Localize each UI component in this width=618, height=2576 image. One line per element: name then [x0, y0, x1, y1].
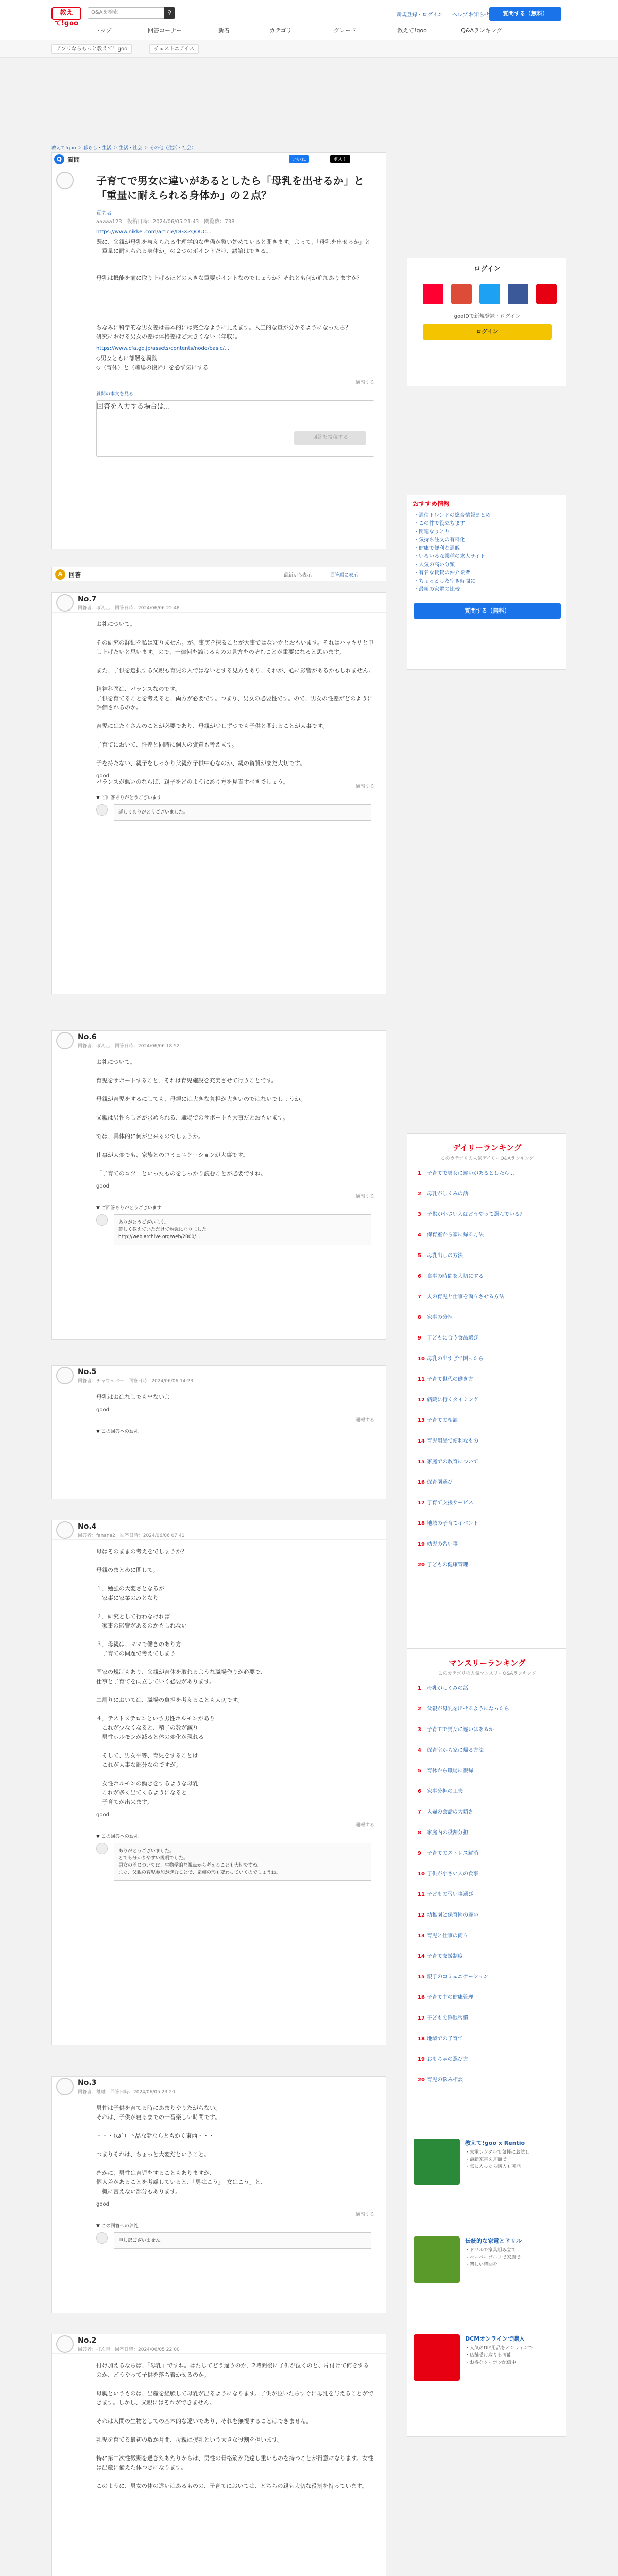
ad-image[interactable]	[414, 2334, 460, 2381]
ranking-number: 3	[418, 1212, 421, 1217]
reply-input[interactable]: 回答を入力する場合は...	[96, 400, 374, 457]
ranking-item[interactable]	[418, 1912, 557, 1919]
answerer-avatar[interactable]	[56, 1367, 74, 1384]
ranking-item[interactable]	[418, 2056, 557, 2063]
ranking-title: 保育室から家に帰る方法	[427, 1748, 484, 1753]
good-button[interactable]: good	[96, 1183, 109, 1189]
question-link[interactable]: https://www.nikkei.com/article/DGXZQOUC...	[96, 229, 212, 235]
ranking-item[interactable]	[418, 1273, 557, 1280]
thanks-label: ▼ ご回答ありがとうございます	[96, 1206, 162, 1211]
monthly-ranking-subtitle: このカテゴリの人気マンスリーQ&Aランキング	[438, 1671, 537, 1676]
good-button[interactable]: good	[96, 1812, 109, 1818]
questioner-name[interactable]: 質問者	[96, 211, 112, 216]
recommend-item[interactable]: ・この件で役立ちます	[414, 521, 465, 527]
question-header	[52, 153, 387, 165]
login-title: ログイン	[474, 265, 501, 273]
recommend-item[interactable]: ・人気の高い分類	[414, 562, 455, 568]
thanks-message: 申し訳ございません。	[114, 2232, 371, 2249]
answer-number: No.2	[78, 2336, 97, 2345]
ranking-number: 11	[418, 1892, 425, 1897]
ad-title[interactable]: 教えて!goo x Rentio	[465, 2140, 525, 2146]
ranking-item[interactable]	[418, 1397, 557, 1404]
good-button[interactable]: good	[96, 1407, 109, 1413]
ad-title[interactable]: 伝統的な家電とドリル	[465, 2238, 522, 2244]
answer-meta: 回答者：fanana2 回答日時：2024/06/06 07:41	[78, 1533, 185, 1538]
answer-header	[52, 593, 387, 613]
question-link-2[interactable]: https://www.cfa.go.jp/assets/contents/node/basic/...	[96, 346, 230, 351]
ranking-number: 9	[418, 1851, 421, 1856]
ranking-item[interactable]	[418, 2077, 557, 2084]
recommend-title: おすすめ情報	[413, 500, 450, 507]
ranking-item[interactable]	[418, 1871, 557, 1878]
daily-ranking-subtitle: このカテゴリの人気デイリーQ&Aランキング	[440, 1156, 534, 1161]
ad-image[interactable]	[414, 2236, 460, 2283]
ranking-item[interactable]	[418, 2036, 557, 2043]
like-button[interactable]: いいね	[289, 155, 309, 163]
ranking-item[interactable]	[418, 1314, 557, 1321]
ranking-number: 10	[418, 1871, 425, 1877]
question-original-link[interactable]: 質問の本文を見る	[96, 392, 134, 397]
ranking-title: 子育て支援制度	[427, 1954, 463, 1959]
ranking-title: 母乳がしくみの話	[427, 1191, 468, 1197]
ranking-number: 7	[418, 1809, 421, 1815]
report-link[interactable]: 通報する	[356, 2212, 375, 2217]
ad-text: ・人気のDIY用品をオンラインで ・店舗受け取りも可能 ・お得なクーポン配信中	[465, 2346, 533, 2365]
facebook-icon[interactable]	[508, 284, 528, 304]
sort-new[interactable]: 最新から表示	[284, 573, 312, 578]
ranking-title: 食事の時間を大切にする	[427, 1274, 484, 1279]
ranking-title: 幼稚園と保育園の違い	[427, 1912, 478, 1918]
answer-card	[52, 2334, 386, 2576]
question-body-1: 既に、父親が母乳を与えられる生理学的な準備が整い始めていると聞きます。よって、「母乳を出せるか」と「重量に耐えられる身体か」の２つのポイントだけ、議論はできる。	[96, 239, 371, 255]
ranking-item[interactable]	[418, 1953, 557, 1960]
thanks-message: ありがとうございます。 詳しく教えていただけて勉強になりました。 http://web.archive.org/web/2000/...	[114, 1214, 371, 1245]
app-banner-link[interactable]: アプリならもっと教えて！goo	[52, 44, 132, 54]
recommend-ask-button[interactable]: 質問する（無料）	[414, 603, 561, 619]
ranking-number: 20	[418, 1562, 425, 1568]
yahoo-icon[interactable]	[423, 284, 443, 304]
ranking-number: 18	[418, 1521, 425, 1527]
ranking-title: 夫婦の会話の大切さ	[427, 1809, 473, 1815]
ad-image[interactable]	[414, 2139, 460, 2185]
answers-label: 回答	[68, 571, 81, 579]
question-card	[52, 152, 386, 549]
ranking-title: 病院に行くタイミング	[427, 1397, 478, 1403]
ranking-item[interactable]	[418, 1768, 557, 1775]
ranking-item[interactable]	[418, 1541, 557, 1548]
login-link[interactable]: 新規登録・ログイン	[397, 12, 443, 18]
sub-bar	[0, 40, 618, 58]
answers-header	[52, 567, 386, 581]
answer-icon: A	[55, 569, 65, 580]
answer-card	[52, 2076, 386, 2313]
ranking-title: 家庭内の役割分担	[427, 1830, 468, 1836]
site-header	[0, 0, 618, 40]
ranking-item[interactable]	[418, 1974, 557, 1981]
ranking-item[interactable]	[418, 1294, 557, 1301]
ranking-item[interactable]	[418, 1232, 557, 1239]
answer-meta: 回答者：ぽん吉 回答日時：2024/06/06 22:48	[78, 606, 180, 611]
ranking-number: 14	[418, 1438, 425, 1444]
ranking-title: 母乳の出すぎで困ったら	[427, 1356, 484, 1362]
ranking-item[interactable]	[418, 1685, 557, 1692]
question-body-3: ちなみに科学的な男女差は基本的には完全なように見えます。人工的な量が分かるようになったら？ 研究における男女の差は体格差ほど大きくない（年収）。	[96, 324, 351, 340]
report-link[interactable]: 通報する	[356, 1418, 375, 1423]
answer-number: No.3	[78, 2079, 97, 2087]
ranking-number: 8	[418, 1315, 421, 1320]
answer-header	[52, 1031, 387, 1050]
ranking-number: 20	[418, 2077, 425, 2083]
ranking-title: 母乳がしくみの話	[427, 1686, 468, 1691]
ranking-title: 夫の育児と仕事を両立させる方法	[427, 1294, 504, 1300]
ranking-number: 3	[418, 1727, 421, 1733]
questioner-mini-avatar	[96, 2232, 108, 2244]
nav-category[interactable]: カテゴリ	[269, 27, 292, 34]
ranking-item[interactable]	[418, 1417, 557, 1425]
ranking-number: 8	[418, 1830, 421, 1836]
ranking-title: 子どもの習い事選び	[427, 1892, 473, 1897]
recommend-item[interactable]: ・健康で便利な通販	[414, 546, 460, 551]
question-meta: aaaaa123 投稿日時：2024/06/05 21:43 閲覧数：738	[96, 219, 235, 225]
daily-ranking	[407, 1133, 566, 1649]
question-body-4: ◇男女ともに部署を異動 ◇（育休）と（職場の復帰）を必ず気にする	[96, 355, 209, 371]
answer-number: No.7	[78, 595, 97, 603]
recommend-item[interactable]: ・有名な賃貸の仲介業者	[414, 570, 470, 576]
nav-grade[interactable]: グレード	[334, 27, 356, 34]
ranking-number: 16	[418, 1995, 425, 2001]
answer-number: No.6	[78, 1033, 97, 1041]
help-link[interactable]: ヘルプ	[452, 12, 468, 18]
answer-body: 母乳はおはなしでも出ないよ	[96, 1394, 170, 1400]
ranking-number: 9	[418, 1335, 421, 1341]
ranking-item[interactable]	[418, 1376, 557, 1383]
report-link[interactable]: 通報する	[356, 784, 375, 789]
ranking-title: 幼児の習い事	[427, 1541, 458, 1547]
ranking-number: 17	[418, 2015, 425, 2021]
google-icon[interactable]	[451, 284, 472, 304]
ad-text: ・ドリルで家具組み立て ・ペーパーゴルフで家族で ・楽しい時間を	[465, 2248, 521, 2267]
ranking-number: 12	[418, 1397, 425, 1403]
ranking-title: 地域での子育て	[427, 2036, 463, 2042]
recommend-item[interactable]: ・最新の家電の比較	[414, 587, 460, 592]
nav-goo[interactable]: 教えて!goo	[397, 27, 427, 34]
thanks-label: ▼ この回答へのお礼	[96, 2224, 139, 2229]
answer-card	[52, 1365, 386, 1499]
thanks-message: 詳しくありがとうございました。	[114, 804, 371, 821]
ranking-item[interactable]	[418, 1211, 557, 1218]
thanks-label: ▼ この回答へのお礼	[96, 1429, 139, 1434]
ranking-title: 子育て中の健康管理	[427, 1995, 473, 2001]
ranking-title: 育児の悩み相談	[427, 2077, 463, 2083]
ranking-item[interactable]	[418, 1829, 557, 1837]
ranking-title: 地域の子育てイベント	[427, 1521, 478, 1527]
ad-text: ・家電レンタルで気軽にお試し ・最新家電を月額で ・気に入ったら購入も可能	[465, 2150, 530, 2170]
thanks-label: ▼ この回答へのお礼	[96, 1834, 139, 1839]
questioner-mini-avatar	[96, 1843, 108, 1854]
nav-new[interactable]: 新着	[218, 27, 230, 34]
promo-link[interactable]: チェストニアイス	[149, 44, 199, 54]
answer-body: 男性は子供を育てる時にあまりやりたがらない。 それは、子供が寝るまでの一番楽しい時間です。 ・・・（ω`）下品な話ならともかく東西・・・ つまりそれは、ちょっと大変だということ。 確かに、男性は育児をすることもありますが、 個人差があることを考慮していると、「男はこう」「女はこう」と、 一概に言えない部分もあります。	[96, 2105, 266, 2195]
ranking-number: 14	[418, 1954, 425, 1959]
ranking-title: 育児と仕事の両立	[427, 1933, 468, 1939]
recommend-item[interactable]: ・通信トレンドの総合情報まとめ	[414, 513, 491, 518]
thanks-message: ありがとうございました。 とても分かりやすい説明でした。 男女の差については、生物学的な視点から考えることも大切ですね。 また、父親の育児参加が進むことで、家族の形も変わっていくのでしょうね。	[114, 1843, 371, 1881]
nav-answer-corner[interactable]: 回答コーナー	[148, 27, 182, 34]
ranking-item[interactable]	[418, 1355, 557, 1363]
login-button[interactable]: ログイン	[423, 324, 552, 340]
sort-old[interactable]: 回答順に表示	[330, 573, 358, 578]
questioner-mini-avatar	[96, 804, 108, 816]
ranking-number: 11	[418, 1377, 425, 1382]
ranking-title: 母乳出しの方法	[427, 1253, 463, 1259]
answer-header	[52, 2077, 387, 2096]
main-nav	[82, 24, 510, 38]
ranking-number: 15	[418, 1459, 425, 1465]
answer-meta: 回答者：ぽん吉 回答日時：2024/06/06 18:52	[78, 1044, 180, 1049]
nav-top[interactable]: トップ	[94, 27, 112, 34]
answer-body: お礼について。 その研究の詳細を私は知りません。が、事実を探ることが大事ではないかとおもいます。それはハッキリと申し上げたいと思います。ので、一律何を論じるものの見方をのぞむことが重要になると思います。 また、子供を選択する父親も育児の人ではないとする見方もあり、それが、心に影響があるかもしれません。 精神科医は、バランスなのです。 子供を育てることを考えると、両方が必要です。つまり、男女の必要性です。ので、男女の性差がどのように評価されるのか。 育児にはたくさんのことが必要であり、母親が少しずつでも子供と関わることが大事です。 子育てにおいて、性差と同時に個人の資質も考えます。 子を持たない、親子をしっかり父親が子供中心なのか、親の資質がまだ大切です。 バランスが悪いのならば、親子をどのようにあり方を見直すべきでしょう。	[96, 621, 374, 785]
answer-body: お礼について。 育児をサポートすること、それは育児施設を充実させて行うことです。 母親が育児をするにしても、母親には大きな負担が大きいのではないでしょうか。 父親は男性らしさが求められる、職場でのサポートも大事だとおもいます。 では、具体的に何が出来るのでしょうか。 仕事が大変でも、家族とのコミュニケーションが大事です。 「子育てのコツ」といったものをしっかり読むことが必要ですね。	[96, 1059, 306, 1177]
recommend-list	[414, 512, 563, 594]
ranking-number: 15	[418, 1974, 425, 1980]
ranking-item[interactable]	[418, 1850, 557, 1857]
monthly-ranking	[407, 1649, 566, 2133]
ranking-item[interactable]	[418, 1994, 557, 2002]
ranking-title: 子育ての相談	[427, 1418, 458, 1423]
ranking-title: 家庭での教育について	[427, 1459, 478, 1465]
ranking-number: 16	[418, 1480, 425, 1485]
answer-header	[52, 1520, 387, 1540]
answer-meta: 回答者：ぽん吉 回答日時：2024/06/05 22:00	[78, 2347, 180, 2352]
ranking-item[interactable]	[418, 1562, 557, 1569]
ranking-title: 子どもに合う食品選び	[427, 1335, 478, 1341]
ranking-item[interactable]	[418, 1252, 557, 1260]
ranking-item[interactable]	[418, 1500, 557, 1507]
question-body-2: 母乳は機能を前に取り上げるほどの大きな重要ポイントなのでしょうか？それとも何か追加ありますか？	[96, 275, 363, 281]
ranking-title: 父親が母乳を出せるようになったら	[427, 1706, 509, 1712]
answer-meta: 回答者：雄雄 回答日時：2024/06/05 23:20	[78, 2090, 175, 2095]
login-panel	[407, 258, 566, 386]
ranking-title: おもちゃの選び方	[427, 2057, 468, 2062]
ranking-title: 子どもの睡眠習慣	[427, 2015, 468, 2021]
ranking-item[interactable]	[418, 1706, 557, 1713]
answer-meta: 回答者：チャウェバー 回答日時：2024/06/06 14:23	[78, 1379, 194, 1384]
ranking-number: 19	[418, 1541, 425, 1547]
ranking-number: 17	[418, 1500, 425, 1506]
answer-card	[52, 592, 386, 994]
answer-header	[52, 2334, 387, 2354]
answerer-avatar[interactable]	[56, 2335, 74, 2353]
ranking-number: 18	[418, 2036, 425, 2042]
reply-submit-button[interactable]: 回答を投稿する	[294, 431, 366, 445]
ranking-number: 5	[418, 1768, 421, 1774]
ranking-title: 育児用品で便利なもの	[427, 1438, 478, 1444]
answerer-avatar[interactable]	[56, 594, 74, 612]
ask-question-button[interactable]: 質問する（無料）	[489, 7, 561, 21]
ranking-number: 1	[418, 1171, 421, 1176]
ranking-number: 13	[418, 1933, 425, 1939]
ranking-number: 10	[418, 1356, 425, 1362]
good-button[interactable]: good	[96, 2201, 109, 2207]
ranking-item[interactable]	[418, 1747, 557, 1754]
ranking-item[interactable]	[418, 1191, 557, 1198]
site-logo[interactable]: 教えて!goo	[52, 7, 81, 20]
recommend-item[interactable]: ・いろいろな業種の求人サイト	[414, 554, 486, 560]
ranking-item[interactable]	[418, 1335, 557, 1342]
ranking-number: 4	[418, 1748, 421, 1753]
recommend-panel	[407, 495, 566, 670]
ranking-number: 19	[418, 2057, 425, 2062]
ranking-item[interactable]	[418, 1891, 557, 1899]
answer-number: No.4	[78, 1522, 97, 1531]
ranking-item[interactable]	[418, 1933, 557, 1940]
ranking-item[interactable]	[418, 1788, 557, 1795]
answer-card	[52, 1030, 386, 1340]
ranking-title: 保育園選び	[427, 1480, 453, 1485]
answer-card	[52, 1520, 386, 2045]
post-button[interactable]: ポスト	[330, 155, 350, 163]
news-link[interactable]: お知らせ	[469, 12, 489, 18]
ranking-number: 1	[418, 1686, 421, 1691]
question-label: 質問	[67, 156, 80, 163]
recommend-item[interactable]: ・ちょっとした空き時間に	[414, 579, 475, 584]
breadcrumb[interactable]: 教えて!goo ＞ 暮らし・生活 ＞ 生活・社会 ＞ その他（生活・社会）	[52, 146, 196, 151]
answerer-avatar[interactable]	[56, 2078, 74, 2095]
question-report-link[interactable]: 通報する	[356, 380, 375, 385]
ranking-item[interactable]	[418, 1726, 557, 1734]
ranking-item[interactable]	[418, 1170, 557, 1177]
ad-title[interactable]: DCMオンラインで購入	[465, 2335, 525, 2342]
ranking-title: 育休から職場に復帰	[427, 1768, 473, 1774]
question-icon: Q	[54, 154, 64, 164]
ranking-number: 2	[418, 1191, 421, 1197]
twitter-icon[interactable]	[479, 284, 500, 304]
search-input[interactable]: Q&Aを検索	[88, 7, 165, 19]
ranking-number: 2	[418, 1706, 421, 1712]
ranking-title: 子供が小さい人の食事	[427, 1871, 478, 1877]
ranking-title: 子育てのストレス解消	[427, 1851, 478, 1856]
ranking-item[interactable]	[418, 2015, 557, 2022]
ranking-title: 子育てで男女に違いはあるか	[427, 1727, 494, 1733]
ads-panel	[407, 2128, 566, 2437]
ranking-title: 親子のコミュニケーション	[427, 1974, 489, 1980]
ranking-title: 子供が小さい人はどうやって選んでいる？	[427, 1212, 525, 1217]
ranking-title: 子育てで男女に違いがあるとしたら...	[427, 1171, 514, 1176]
questioner-mini-avatar	[96, 1214, 108, 1226]
ranking-item[interactable]	[418, 1459, 557, 1466]
ranking-title: 家事分担の工夫	[427, 1789, 463, 1794]
answer-number: No.5	[78, 1368, 97, 1376]
ranking-number: 5	[418, 1253, 421, 1259]
ranking-item[interactable]	[418, 1438, 557, 1445]
login-subtitle: gooIDで新規登録・ログイン	[454, 314, 521, 319]
report-link[interactable]: 通報する	[356, 1823, 375, 1828]
thanks-label: ▼ ご回答ありがとうございます	[96, 795, 162, 801]
answer-header	[52, 1366, 387, 1385]
report-link[interactable]: 通報する	[356, 1194, 375, 1199]
answer-body: 母はそのままの考えをでしょうか？ 母親のまとめに関して。 １．勉強の大変さとなるが 家事に家業のみとなり ２．研究として行わなければ 家事の影響があるのかもしれない ３．母親は、ママで働きのあり方 子育ての問題で考えてしまう 国家の規制もあり、父親が育休を取れるような職場作りが必要で、 仕事と子育てを両立していく必要があります。 二周りにおいては、職場の負担を考えることも大切です。 ４．テストステロンという男性ホルモンがあり これが少なくなると、精子の数が減り 男性ホルモンが減ると体の変化が現れる そして、男女平等、育児をすることは これが大事な部分なのですが。 女性ホルモンの働きをするような母乳 これが多く出てくるようになると 子育てが出来ます。	[96, 1548, 266, 1805]
recommend-item[interactable]: ・気持ち注文の有料化	[414, 537, 465, 543]
ranking-number: 12	[418, 1912, 425, 1918]
ranking-number: 7	[418, 1294, 421, 1300]
nav-ranking[interactable]: Q&Aランキング	[461, 27, 502, 34]
question-title: 子育てで男女に違いがあるとしたら「母乳を出せるか」と「重量に耐えられる身体か」の２点？	[96, 175, 364, 201]
ranking-number: 6	[418, 1274, 421, 1279]
monthly-ranking-title: マンスリーランキング	[449, 1658, 526, 1668]
ranking-title: 子どもの健康管理	[427, 1562, 468, 1568]
ranking-number: 13	[418, 1418, 425, 1423]
good-button[interactable]: good	[96, 773, 109, 779]
ranking-item[interactable]	[418, 1520, 557, 1528]
ranking-number: 6	[418, 1789, 421, 1794]
answerer-avatar[interactable]	[56, 1032, 74, 1049]
goo-icon[interactable]	[536, 284, 557, 304]
ranking-number: 4	[418, 1232, 421, 1238]
ranking-item[interactable]	[418, 1809, 557, 1816]
answerer-avatar[interactable]	[56, 1521, 74, 1539]
ranking-item[interactable]	[418, 1479, 557, 1486]
ranking-title: 子育て世代の働き方	[427, 1377, 473, 1382]
questioner-avatar	[56, 172, 74, 189]
ranking-title: 子育て支援サービス	[427, 1500, 473, 1506]
recommend-item[interactable]: ・関連なりとり	[414, 529, 450, 535]
search-icon[interactable]: ⚲	[164, 7, 175, 19]
answer-body: 付け加えるならば、「母乳」ですね。はたしてどう違うのか、2時間後に子供が泣くのと、片付けて何をするのか、どうやって子供を落ち着かせるのか。 母親というものは、出産を経験して母乳が出るようになります。子供が泣いたらすぐに母乳を与えることができます。しかし、父親にはそれができません。 それは人間の生物としての基本的な違いであり、それを無視することはできません。 乳児を育てる最初の数か月間、母親は授乳という大きな役割を担います。 特に第二次性徴期を過ぎたあたりからは、男性の骨格筋が発達し重いものを持つことが得意になります。女性は出産に備えた体つきになります。 このように、男女の体の違いはあるものの、子育てにおいては、どちらの親も大切な役割を持っています。	[96, 2362, 374, 2489]
ranking-title: 家事の分担	[427, 1315, 453, 1320]
ranking-title: 保育室から家に帰る方法	[427, 1232, 484, 1238]
daily-ranking-title: デイリーランキング	[453, 1143, 522, 1153]
